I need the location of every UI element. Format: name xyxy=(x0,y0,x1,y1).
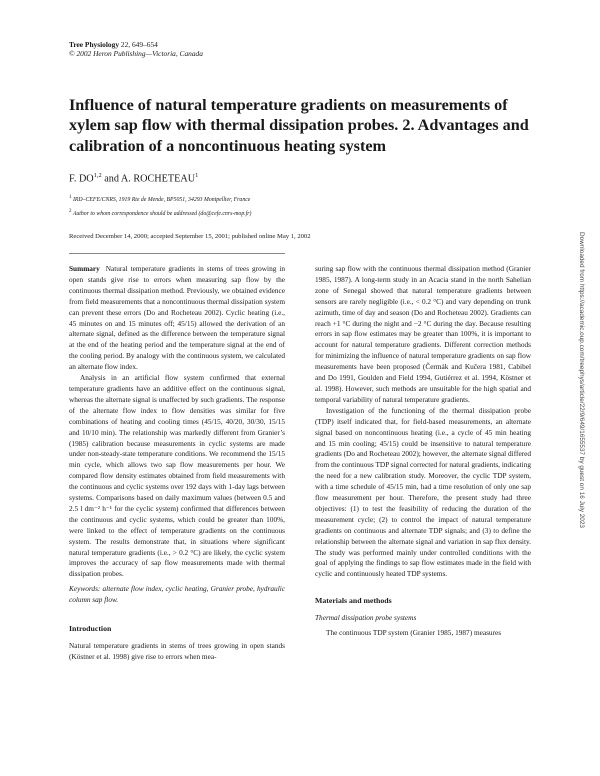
download-watermark xyxy=(576,232,586,672)
author-first-sup: 1,2 xyxy=(93,172,102,179)
summary-p1-text: Natural temperature gradients in stems of trees growing in open stands give rise to errors when measuring sap flow by the continuous thermal dissipation method. Previously, we obtained evidence from field measurements that a noncontinuous thermal dissipation system can prevent these errors (Do and Rocheteau 2002). Cyclic heating (i.e., 45 minutes on and 15 minutes off; 45/15) allowed the derivation of an alternate signal, defined as the difference between the temperature signal at the end of the heating period and the temperature signal at the end of the cooling period. By analogy with the continuous system, we calculated an alternate flow index. xyxy=(69,264,285,372)
affiliation-2-text: Author to whom correspondence should be addressed (do@cefe.cnrs-mop.fr) xyxy=(72,211,252,218)
affiliations xyxy=(69,192,539,221)
author-line xyxy=(69,172,198,184)
summary-label: Summary xyxy=(69,264,100,273)
affiliation-2 xyxy=(69,206,539,220)
received-dates: Received December 14, 2000; accepted September 15, 2001; published online May 1, 2002 xyxy=(69,233,311,240)
author-second-sup: 1 xyxy=(195,172,199,179)
right-paragraph-1: suring sap flow with the continuous thermal dissipation method (Granier 1985, 1987). A long-term study in an Acacia stand in the north Sahelian zone of Senegal showed that natural temperature gradients between sensors are rarely negligible (i.e., < 0.2 °C) and vary depending on trunk azimuth, time of day and season (Do and Rocheteau 2002). Gradients can reach +1 °C during the night and −2 °C during the day. Because resulting errors in sap flow estimates may be greater than 100%, it is important to account for natural temperature gradients. Different correction methods for minimizing the influence of natural temperature gradients on sap flow measurements have been proposed (Čermák and Kučera 1981, Cabibel and Do 1991, Goulden and Field 1994, Gutiérrez et al. 1994, Köstner et al. 1998). However, such methods are unsuitable for the high spatial and temporal variability of natural temperature gradients. xyxy=(315,264,531,404)
journal-copyright: © 2002 Heron Publishing—Victoria, Canada xyxy=(69,49,203,59)
keywords: Keywords: alternate flow index, cyclic heating, Granier probe, hydraulic column sap flow. xyxy=(69,584,285,605)
article-title: Influence of natural temperature gradients on measurements of xylem sap flow with thermal dissipation probes. 2. Advantages and calibration of a noncontinuous heating system xyxy=(69,96,529,155)
left-column xyxy=(69,253,285,663)
summary-paragraph-2: Analysis in an artificial flow system confirmed that external temperature gradients have an additive effect on the continuous signal, whereas the alternate signal is unaffected by such gradients. The response of the alternate flow index to flow densities was similar for five combinations of heating and cooling times (45/15, 40/20, 30/30, 15/15 and 10/10 min). The relationship was markedly different from Granier’s (1985) calibration because measurements in cyclic systems are made under non-steady-state temperature conditions. We recommend the 15/15 min cycle, which allows two sap flow measurements per hour. We compared flow density estimates obtained from field measurements with the continuous and cyclic systems over 192 days with 1-day lags between systems. Comparisons based on daily maximum values (between 0.5 and 2.5 l dm⁻² h⁻¹ for the cyclic system) confirmed that differences between the continuous and cyclic systems, which could be greater than 100%, were linked to the effect of temperature gradients on the continuous system. The results demonstrate that, in situations where significant natural temperature gradients (i.e., > 0.2 °C) are likely, the cyclic system improves the accuracy of sap flow measurements made with thermal dissipation probes. xyxy=(69,373,285,579)
right-column xyxy=(315,253,531,639)
introduction-heading: Introduction xyxy=(69,624,112,634)
journal-header xyxy=(69,40,203,58)
download-note: Downloaded from https://academic.oup.com/treephys/article/22/9/649/1655537 by guest on 16 July 2023 xyxy=(578,232,585,528)
methods-subheading: Thermal dissipation probe systems xyxy=(315,613,417,623)
right-paragraph-3: The continuous TDP system (Granier 1985, 1987) measures xyxy=(326,628,502,638)
journal-name: Tree Physiology xyxy=(69,40,120,49)
author-first: F. DO xyxy=(69,173,94,185)
affiliation-1-text: IRD–CEFE/CNRS, 1919 Rte de Mende, BP5051, 34293 Montpellier, France xyxy=(72,196,251,203)
summary-paragraph-1 xyxy=(69,264,285,373)
right-column-spacer xyxy=(315,253,531,264)
affiliation-2-sup: 2 xyxy=(69,209,72,215)
journal-citation xyxy=(69,40,203,49)
author-second: and A. ROCHETEAU xyxy=(101,173,196,185)
right-paragraph-2: Investigation of the functioning of the thermal dissipation probe (TDP) itself indicated that, for field-based measurements, an alternate signal based on noncontinuous heating (i.e., a cycle of 45 min heating and 15 min cooling; 45/15) could be insensitive to natural temperature gradients (Do and Rocheteau 2002); however, the alternate signal differed from the continuous TDP signal corrected for natural gradients, indicating the need for a new calibration study. Moreover, the cyclic TDP system, with a time schedule of 45/15 min, had a time resolution of only one sap flow measurement per hour. Therefore, the present study had three objectives: (1) to test the feasibility of reducing the duration of the measurement cycle; (2) to control the impact of natural temperature gradients on continuous and alternate TDP signals; and (3) to define the relationship between the alternate signal and variation in sap flux density. The study was performed mainly under controlled conditions with the goal of applying the findings to sap flow estimates made in the field with cyclic and continuously heated TDP systems. xyxy=(315,405,532,579)
affiliation-1-sup: 1 xyxy=(69,195,72,200)
affiliation-1 xyxy=(69,192,539,206)
methods-heading: Materials and methods xyxy=(315,596,392,606)
summary-top-rule xyxy=(69,253,285,254)
journal-volume-pages: 22, 649–654 xyxy=(120,40,158,49)
introduction-paragraph: Natural temperature gradients in stems of trees growing in open stands (Köstner et al. 1998) give rise to errors when mea- xyxy=(69,641,285,661)
